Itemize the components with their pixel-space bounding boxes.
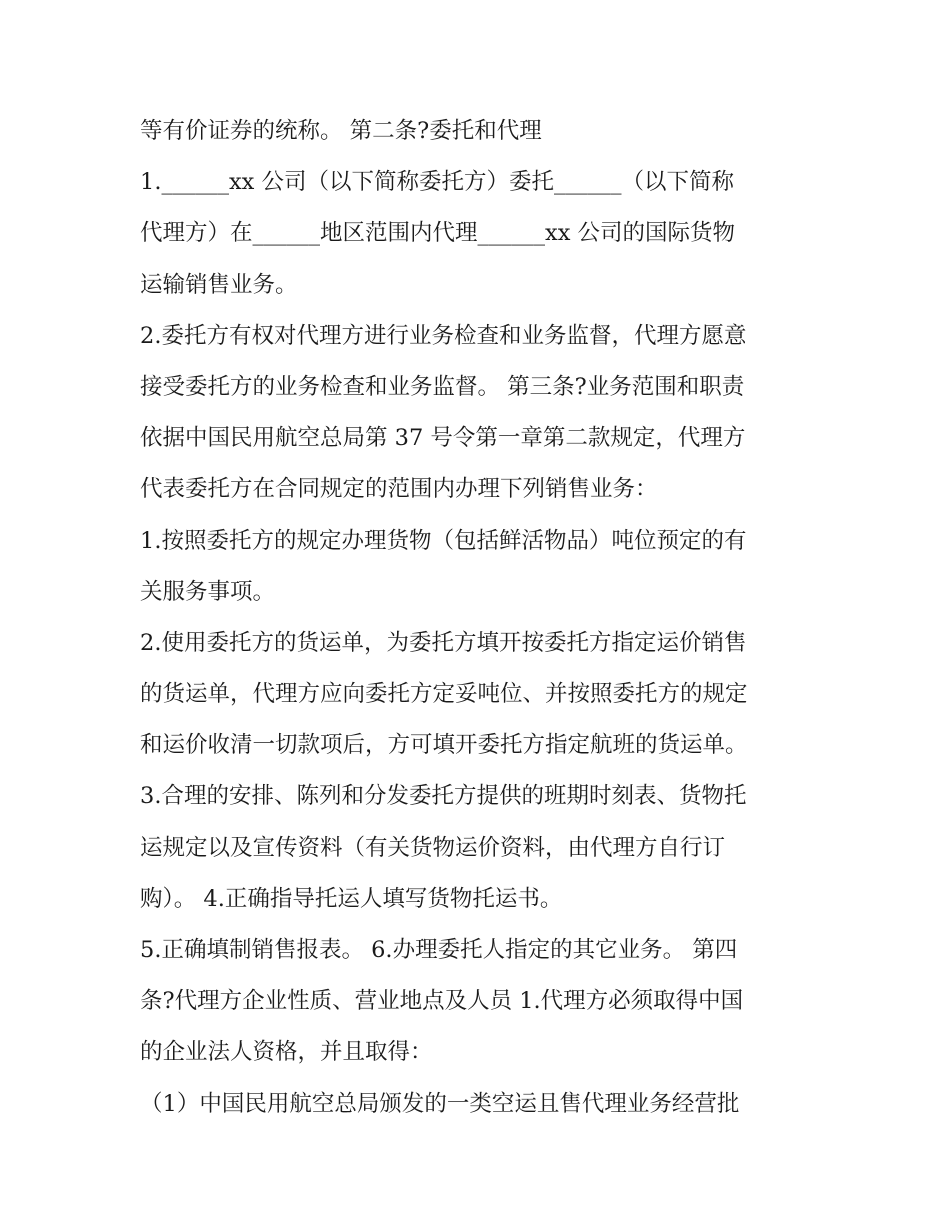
- text-line: 运规定以及宣传资料（有关货物运价资料，由代理方自行订: [140, 834, 726, 861]
- text-line: 3.合理的安排、陈列和分发委托方提供的班期时刻表、货物托: [140, 783, 747, 810]
- text-line: 依据中国民用航空总局第 37 号令第一章第二款规定，代理方: [140, 425, 746, 452]
- contract-text: [140, 106, 820, 1130]
- text-line: 等有价证券的统称。 第二条?委托和代理: [140, 118, 542, 144]
- text-line: （1）中国民用航空总局颁发的一类空运且售代理业务经营批: [140, 1090, 740, 1117]
- text-line: 接受委托方的业务检查和业务监督。 第三条?业务范围和职责: [140, 373, 745, 400]
- text-line: 代表委托方在合同规定的范围内办理下列销售业务：: [140, 476, 658, 503]
- text-line: 和运价收清一切款项后，方可填开委托方指定航班的货运单。: [140, 732, 748, 759]
- text-line: 的货运单，代理方应向委托方定妥吨位、并按照委托方的规定: [140, 681, 748, 708]
- text-line: 5.正确填制销售报表。 6.办理委托人指定的其它业务。 第四: [140, 937, 738, 963]
- text-line: 1.______xx 公司（以下简称委托方）委托______（以下简称: [140, 169, 734, 196]
- text-line: 购）。 4.正确指导托运人填写货物托运书。: [140, 885, 563, 912]
- text-line: 2.委托方有权对代理方进行业务检查和业务监督，代理方愿意: [140, 322, 747, 349]
- text-line: 2.使用委托方的货运单，为委托方填开按委托方指定运价销售: [140, 629, 747, 656]
- text-line: 运输销售业务。: [140, 271, 298, 298]
- text-line: 1.按照委托方的规定办理货物（包括鲜活物品）吨位预定的有: [140, 527, 747, 554]
- text-line: 关服务事项。: [140, 578, 276, 605]
- text-line: 的企业法人资格，并且取得：: [140, 1039, 433, 1066]
- text-line: 代理方）在______地区范围内代理______xx 公司的国际货物: [140, 220, 736, 247]
- text-line: 条?代理方企业性质、营业地点及人员 1.代理方必须取得中国: [140, 988, 744, 1015]
